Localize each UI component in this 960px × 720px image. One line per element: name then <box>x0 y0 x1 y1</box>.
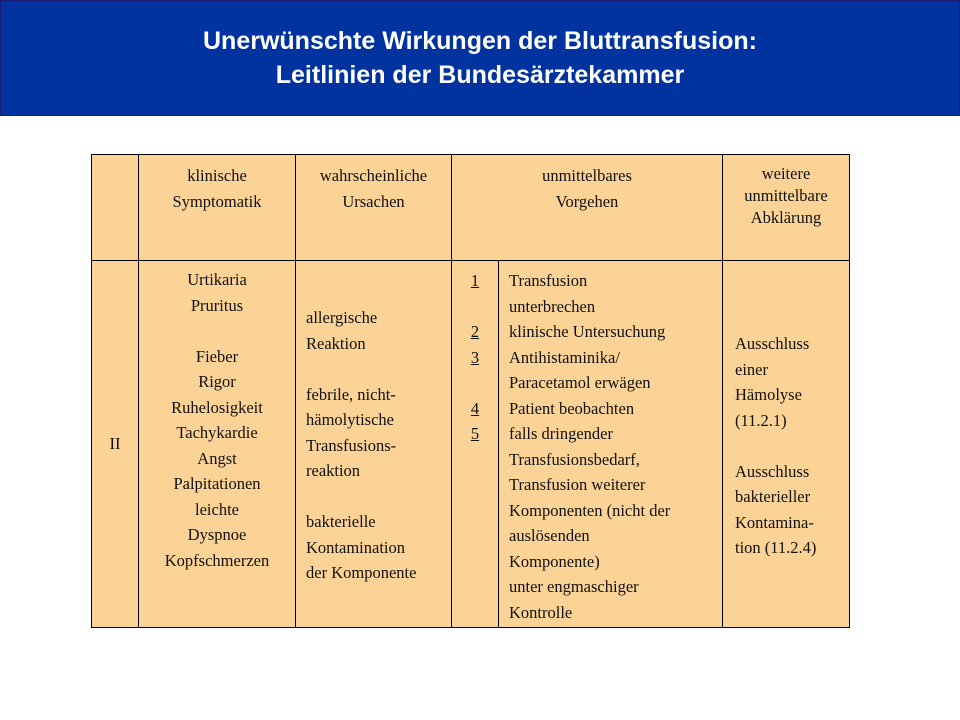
cell-line: Ausschluss <box>735 334 810 353</box>
cell-line: febrile, nicht- <box>306 384 396 404</box>
cell-line: Reaktion <box>306 333 366 353</box>
header-further <box>723 155 850 261</box>
cell-line: allergische <box>306 308 378 327</box>
header-causes-line: wahrscheinliche <box>319 166 428 185</box>
header-symptoms <box>139 155 296 261</box>
header-procedure <box>452 155 723 261</box>
header-procedure-line: Vorgehen <box>555 191 619 211</box>
cell-line: Fieber <box>195 346 239 366</box>
cell-procedure <box>499 261 723 628</box>
cell-line: bakterielle <box>306 512 376 531</box>
cell-causes <box>296 261 452 628</box>
header-grade <box>92 155 139 261</box>
cell-line: Komponente) <box>509 551 600 571</box>
table-header-row <box>92 155 850 261</box>
cell-line: Antihistaminika/ <box>509 347 620 367</box>
cell-line <box>452 370 498 396</box>
cell-line: Kontamination <box>306 537 405 557</box>
cell-line <box>306 484 451 510</box>
cell-line: 2 <box>470 322 480 341</box>
header-procedure-line: unmittelbares <box>542 166 632 185</box>
cell-line: Angst <box>197 448 237 468</box>
cell-line: Pruritus <box>190 295 244 315</box>
header-symptoms-line: Symptomatik <box>172 191 262 211</box>
cell-line: Hämolyse <box>735 385 802 404</box>
header-symptoms-line: klinische <box>187 166 247 185</box>
cell-line: bakterieller <box>735 487 811 506</box>
header-causes-line: Ursachen <box>342 191 405 211</box>
cell-line: Kopfschmerzen <box>164 550 270 570</box>
cell-line: tion (11.2.4) <box>735 538 817 557</box>
header-further-line: weitere <box>761 164 811 183</box>
cell-line: 5 <box>470 424 480 443</box>
cell-line: Paracetamol erwägen <box>509 373 651 392</box>
cell-line <box>452 294 498 320</box>
cell-line <box>139 318 295 344</box>
cell-line: Rigor <box>198 372 236 391</box>
cell-line: unter engmaschiger <box>509 577 639 596</box>
cell-line: Transfusion <box>509 271 588 290</box>
header-causes <box>296 155 452 261</box>
cell-line: Urtikaria <box>187 270 247 289</box>
cell-line: hämolytische <box>306 410 394 429</box>
title-banner <box>0 0 960 116</box>
header-further-line: Abklärung <box>750 208 822 227</box>
cell-line: klinische Untersuchung <box>509 322 666 341</box>
cell-line: Dyspnoe <box>187 525 247 544</box>
cell-line: Komponenten (nicht der <box>509 500 671 520</box>
cell-line: Transfusion weiterer <box>509 475 646 494</box>
cell-line: falls dringender <box>509 424 614 443</box>
cell-line: Patient beobachten <box>509 398 635 418</box>
cell-line: (11.2.1) <box>735 410 787 430</box>
cell-line: Transfusionsbedarf, <box>509 449 640 469</box>
cell-line: unterbrechen <box>509 296 596 316</box>
cell-line: Transfusions- <box>306 435 397 455</box>
cell-line: Ruhelosigkeit <box>171 397 263 417</box>
cell-step-numbers <box>452 261 499 628</box>
cell-further <box>723 261 850 628</box>
cell-line: reaktion <box>306 461 361 480</box>
cell-line: Palpitationen <box>173 474 261 493</box>
cell-line <box>735 433 849 459</box>
cell-line: 1 <box>470 271 480 290</box>
cell-line: 4 <box>470 398 480 418</box>
cell-line: 3 <box>470 347 480 367</box>
cell-line <box>306 356 451 382</box>
cell-line: Ausschluss <box>735 461 810 481</box>
cell-line: der Komponente <box>306 563 417 582</box>
cell-line: Kontrolle <box>509 602 573 622</box>
header-further-line: unmittelbare <box>744 186 828 205</box>
title-line-1: Unerwünschte Wirkungen der Bluttransfusion: <box>203 27 757 55</box>
table-row <box>92 261 850 628</box>
cell-line: auslösenden <box>509 526 590 545</box>
transfusion-table <box>91 154 850 628</box>
cell-symptoms <box>139 261 296 628</box>
cell-line: Kontamina- <box>735 512 814 532</box>
cell-line: Tachykardie <box>176 423 258 442</box>
cell-line: einer <box>735 359 768 379</box>
cell-line: leichte <box>195 499 239 519</box>
cell-grade: II <box>92 261 139 628</box>
title-line-2: Leitlinien der Bundesärztekammer <box>275 61 685 89</box>
page-title <box>203 24 757 92</box>
